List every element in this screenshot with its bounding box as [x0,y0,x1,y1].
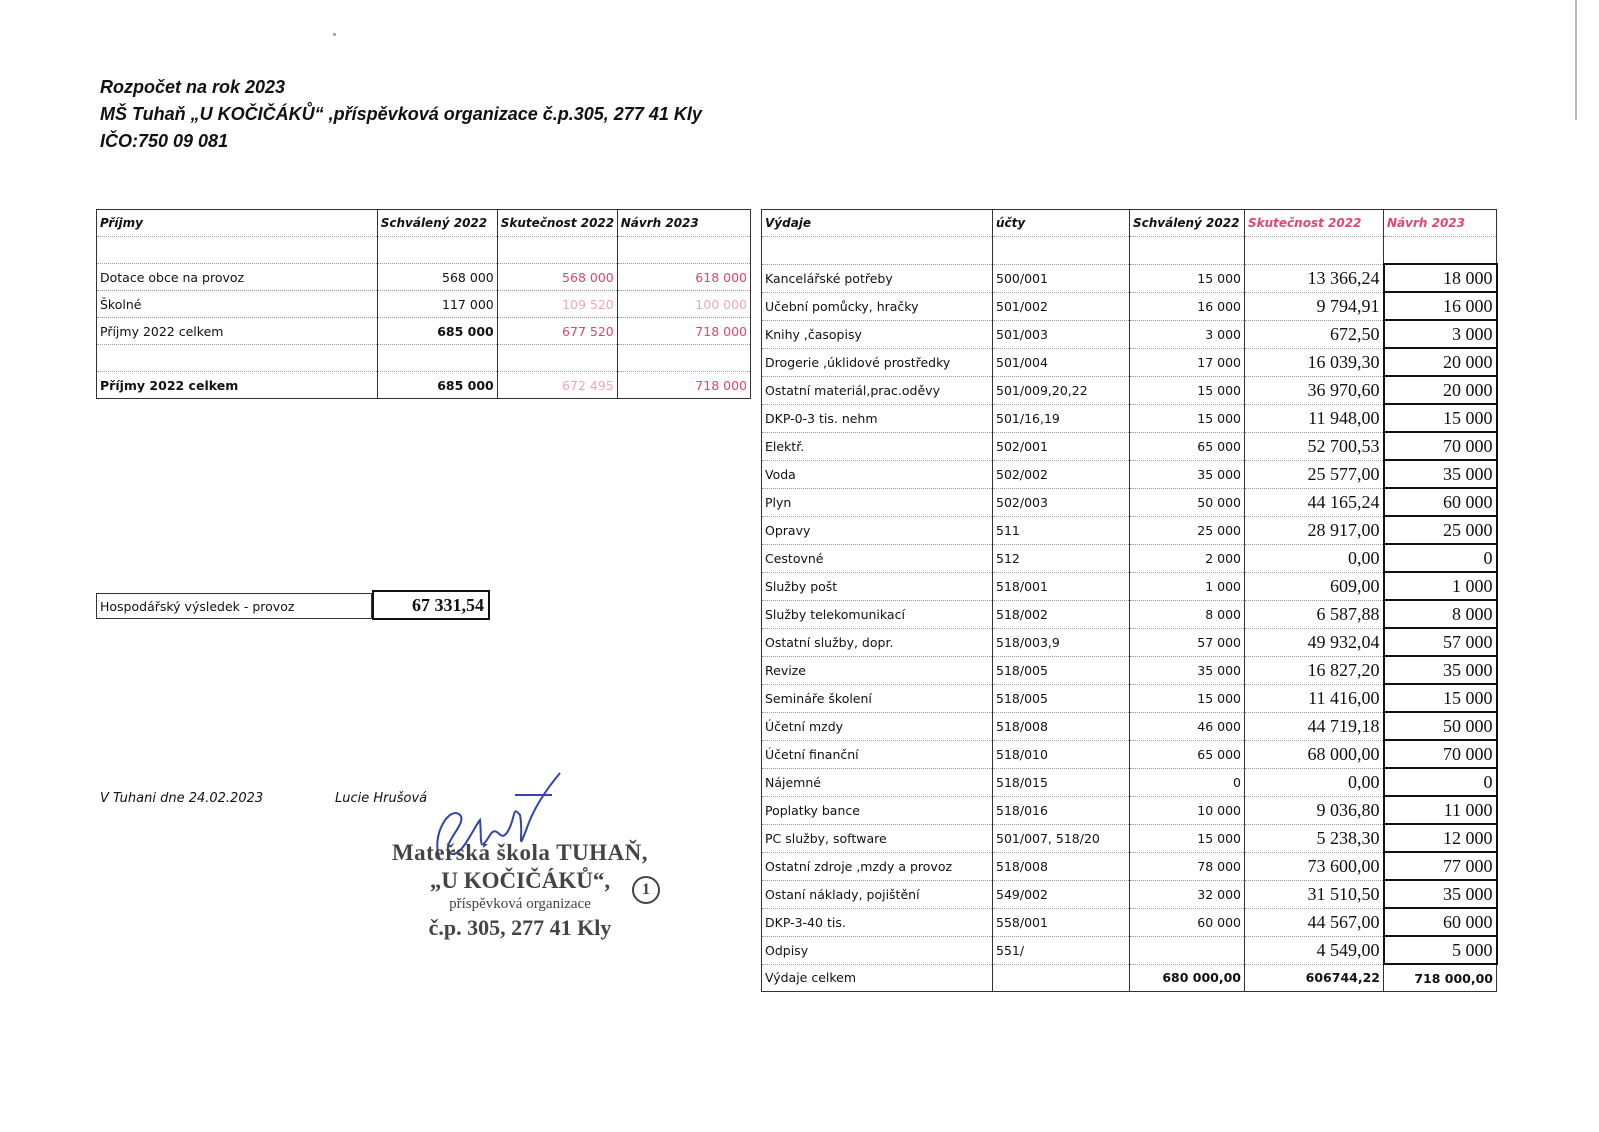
expenses-navrh: 60 000 [1384,488,1497,516]
income-empty-row [97,237,751,264]
expenses-skutecnost: 44 567,00 [1245,908,1384,936]
income-label: Příjmy 2022 celkem [97,318,378,345]
expenses-body [762,264,1497,964]
expenses-row [762,936,1497,964]
expenses-row [762,292,1497,320]
expenses-row [762,824,1497,852]
expenses-row [762,348,1497,376]
expenses-row [762,908,1497,936]
expenses-label: Služby pošt [762,572,993,600]
place-date: V Tuhani dne 24.02.2023 [100,791,264,806]
expenses-skutecnost: 5 238,30 [1245,824,1384,852]
stamp-number: 1 [632,876,660,904]
expenses-ucet: 501/007, 518/20 [993,824,1130,852]
expenses-label: Ostaní náklady, pojištění [762,880,993,908]
expenses-row [762,712,1497,740]
expenses-row [762,320,1497,348]
expenses-schvaleny: 50 000 [1130,488,1245,516]
income-schvaleny: 568 000 [377,264,497,291]
expenses-navrh: 5 000 [1384,936,1497,964]
expenses-schvaleny [1130,936,1245,964]
expenses-row [762,600,1497,628]
expenses-row [762,404,1497,432]
expenses-ucet: 518/015 [993,768,1130,796]
expenses-schvaleny: 8 000 [1130,600,1245,628]
expenses-ucet: 501/009,20,22 [993,376,1130,404]
expenses-skutecnost: 4 549,00 [1245,936,1384,964]
expenses-navrh: 70 000 [1384,432,1497,460]
expenses-ucet: 501/004 [993,348,1130,376]
expenses-col-vydaje: Výdaje [762,210,993,237]
expenses-label: DKP-0-3 tis. nehm [762,404,993,432]
expenses-label: Kancelářské potřeby [762,264,993,292]
income-label: Dotace obce na provoz [97,264,378,291]
expenses-navrh: 35 000 [1384,880,1497,908]
expenses-schvaleny: 15 000 [1130,264,1245,292]
expenses-ucet: 512 [993,544,1130,572]
expenses-label: Voda [762,460,993,488]
expenses-navrh: 77 000 [1384,852,1497,880]
expenses-skutecnost: 609,00 [1245,572,1384,600]
income-col-navrh: Návrh 2023 [617,210,750,237]
income-skutecnost: 568 000 [497,264,617,291]
expenses-skutecnost: 44 165,24 [1245,488,1384,516]
expenses-navrh: 35 000 [1384,460,1497,488]
expenses-navrh: 35 000 [1384,656,1497,684]
expenses-navrh: 11 000 [1384,796,1497,824]
expenses-schvaleny: 0 [1130,768,1245,796]
expenses-row [762,544,1497,572]
expenses-label: Cestovné [762,544,993,572]
expenses-ucet: 518/005 [993,656,1130,684]
expenses-label: Revize [762,656,993,684]
expenses-skutecnost: 25 577,00 [1245,460,1384,488]
expenses-skutecnost: 16 039,30 [1245,348,1384,376]
expenses-schvaleny: 16 000 [1130,292,1245,320]
income-total-label: Příjmy 2022 celkem [97,372,378,399]
income-navrh: 718 000 [617,318,750,345]
expenses-ucet: 501/003 [993,320,1130,348]
expenses-total-ucet [993,964,1130,992]
expenses-row [762,264,1497,292]
expenses-navrh: 25 000 [1384,516,1497,544]
income-navrh: 100 000 [617,291,750,318]
expenses-schvaleny: 35 000 [1130,460,1245,488]
expenses-schvaleny: 65 000 [1130,740,1245,768]
stamp-line-3: příspěvková organizace [449,896,591,912]
expenses-skutecnost: 0,00 [1245,768,1384,796]
expenses-schvaleny: 65 000 [1130,432,1245,460]
expenses-schvaleny: 15 000 [1130,824,1245,852]
header-title: Rozpočet na rok 2023 [100,77,286,97]
expenses-skutecnost: 28 917,00 [1245,516,1384,544]
expenses-row [762,796,1497,824]
expenses-schvaleny: 15 000 [1130,376,1245,404]
expenses-ucet: 518/001 [993,572,1130,600]
expenses-skutecnost: 73 600,00 [1245,852,1384,880]
expenses-row [762,684,1497,712]
expenses-ucet: 549/002 [993,880,1130,908]
income-label: Školné [97,291,378,318]
expenses-schvaleny: 25 000 [1130,516,1245,544]
expenses-navrh: 50 000 [1384,712,1497,740]
expenses-ucet: 518/016 [993,796,1130,824]
expenses-label: Poplatky bance [762,796,993,824]
expenses-navrh: 3 000 [1384,320,1497,348]
expenses-navrh: 16 000 [1384,292,1497,320]
stamp-line-4: č.p. 305, 277 41 Kly [428,915,612,940]
expenses-skutecnost: 672,50 [1245,320,1384,348]
expenses-ucet: 501/002 [993,292,1130,320]
expenses-navrh: 15 000 [1384,404,1497,432]
expenses-navrh: 12 000 [1384,824,1497,852]
expenses-skutecnost: 6 587,88 [1245,600,1384,628]
expenses-schvaleny: 57 000 [1130,628,1245,656]
expenses-skutecnost: 11 948,00 [1245,404,1384,432]
expenses-navrh: 57 000 [1384,628,1497,656]
expenses-empty-row [762,237,1497,265]
expenses-skutecnost: 13 366,24 [1245,264,1384,292]
stamp-line-2: „U KOČIČÁKŮ“, [429,868,611,893]
expenses-navrh: 15 000 [1384,684,1497,712]
expenses-schvaleny: 1 000 [1130,572,1245,600]
document-header [100,74,702,155]
expenses-schvaleny: 17 000 [1130,348,1245,376]
expenses-table [761,209,1498,992]
expenses-total-navrh: 718 000,00 [1384,964,1497,992]
expenses-schvaleny: 3 000 [1130,320,1245,348]
expenses-schvaleny: 32 000 [1130,880,1245,908]
expenses-navrh: 0 [1384,768,1497,796]
expenses-schvaleny: 78 000 [1130,852,1245,880]
expenses-label: PC služby, software [762,824,993,852]
expenses-label: Drogerie ,úklidové prostředky [762,348,993,376]
expenses-schvaleny: 10 000 [1130,796,1245,824]
header-organization: MŠ Tuhaň „U KOČIČÁKŮ“ ,příspěvková organizace č.p.305, 277 41 Kly [100,104,702,124]
expenses-schvaleny: 2 000 [1130,544,1245,572]
expenses-schvaleny: 60 000 [1130,908,1245,936]
expenses-total-label: Výdaje celkem [762,964,993,992]
scan-edge-line [1575,0,1577,120]
expenses-label: DKP-3-40 tis. [762,908,993,936]
expenses-navrh: 1 000 [1384,572,1497,600]
expenses-skutecnost: 9 036,80 [1245,796,1384,824]
expenses-label: Účetní mzdy [762,712,993,740]
expenses-schvaleny: 46 000 [1130,712,1245,740]
expenses-ucet: 502/001 [993,432,1130,460]
expenses-row [762,768,1497,796]
income-schvaleny: 685 000 [377,318,497,345]
expenses-schvaleny: 15 000 [1130,404,1245,432]
income-empty-row [97,345,751,372]
income-row [97,264,751,291]
expenses-navrh: 60 000 [1384,908,1497,936]
income-header-row [97,210,751,237]
expenses-ucet: 518/005 [993,684,1130,712]
header-ico: IČO:750 09 081 [100,131,229,151]
expenses-label: Plyn [762,488,993,516]
income-total-row [97,372,751,399]
expenses-row [762,432,1497,460]
expenses-col-ucty: účty [993,210,1130,237]
expenses-label: Ostatní služby, dopr. [762,628,993,656]
economic-result [96,593,490,620]
income-schvaleny: 117 000 [377,291,497,318]
income-col-skutecnost: Skutečnost 2022 [497,210,617,237]
expenses-label: Opravy [762,516,993,544]
expenses-row [762,376,1497,404]
expenses-total-skutecnost: 606744,22 [1245,964,1384,992]
expenses-ucet: 518/003,9 [993,628,1130,656]
stamp-line-1: Mateřská škola TUHAŇ, [391,840,649,865]
expenses-ucet: 518/002 [993,600,1130,628]
expenses-label: Knihy ,časopisy [762,320,993,348]
expenses-navrh: 8 000 [1384,600,1497,628]
expenses-label: Ostatní zdroje ,mzdy a provoz [762,852,993,880]
income-total-navrh: 718 000 [617,372,750,399]
income-navrh: 618 000 [617,264,750,291]
expenses-skutecnost: 16 827,20 [1245,656,1384,684]
expenses-label: Nájemné [762,768,993,796]
expenses-skutecnost: 52 700,53 [1245,432,1384,460]
expenses-col-schvaleny: Schválený 2022 [1130,210,1245,237]
expenses-schvaleny: 35 000 [1130,656,1245,684]
expenses-ucet: 551/ [993,936,1130,964]
expenses-label: Odpisy [762,936,993,964]
income-total-skutecnost: 672 495 [497,372,617,399]
expenses-total-schvaleny: 680 000,00 [1130,964,1245,992]
expenses-ucet: 518/008 [993,852,1130,880]
expenses-skutecnost: 68 000,00 [1245,740,1384,768]
expenses-row [762,572,1497,600]
income-col-schvaleny: Schválený 2022 [377,210,497,237]
expenses-skutecnost: 0,00 [1245,544,1384,572]
income-skutecnost: 109 520 [497,291,617,318]
expenses-ucet: 501/16,19 [993,404,1130,432]
expenses-col-skutecnost: Skutečnost 2022 [1245,210,1384,237]
expenses-label: Semináře školení [762,684,993,712]
income-total-schvaleny: 685 000 [377,372,497,399]
expenses-navrh: 18 000 [1384,264,1497,292]
expenses-skutecnost: 31 510,50 [1245,880,1384,908]
expenses-label: Ostatní materiál,prac.oděvy [762,376,993,404]
income-row [97,291,751,318]
expenses-ucet: 502/002 [993,460,1130,488]
expenses-row [762,516,1497,544]
expenses-row [762,628,1497,656]
expenses-label: Elektř. [762,432,993,460]
expenses-ucet: 558/001 [993,908,1130,936]
expenses-col-navrh: Návrh 2023 [1384,210,1497,237]
expenses-skutecnost: 36 970,60 [1245,376,1384,404]
expenses-ucet: 518/008 [993,712,1130,740]
income-col-prijmy: Příjmy [97,210,378,237]
expenses-skutecnost: 9 794,91 [1245,292,1384,320]
expenses-row [762,488,1497,516]
income-table [96,209,751,399]
expenses-schvaleny: 15 000 [1130,684,1245,712]
expenses-label: Učební pomůcky, hračky [762,292,993,320]
expenses-navrh: 20 000 [1384,376,1497,404]
expenses-navrh: 20 000 [1384,348,1497,376]
expenses-navrh: 70 000 [1384,740,1497,768]
organization-stamp [370,840,670,941]
expenses-skutecnost: 11 416,00 [1245,684,1384,712]
expenses-row [762,852,1497,880]
income-row [97,318,751,345]
expenses-ucet: 502/003 [993,488,1130,516]
expenses-label: Účetní finanční [762,740,993,768]
expenses-ucet: 518/010 [993,740,1130,768]
expenses-total-row [762,964,1497,992]
expenses-navrh: 0 [1384,544,1497,572]
expenses-row [762,740,1497,768]
income-skutecnost: 677 520 [497,318,617,345]
expenses-label: Služby telekomunikací [762,600,993,628]
expenses-header-row [762,210,1497,237]
expenses-row [762,880,1497,908]
economic-result-label: Hospodářský výsledek - provoz [96,593,372,619]
expenses-skutecnost: 49 932,04 [1245,628,1384,656]
signatory-name: Lucie Hrušová [335,791,428,806]
economic-result-value: 67 331,54 [372,590,490,620]
expenses-ucet: 511 [993,516,1130,544]
expenses-ucet: 500/001 [993,264,1130,292]
scan-speck [333,33,336,36]
expenses-skutecnost: 44 719,18 [1245,712,1384,740]
expenses-row [762,656,1497,684]
expenses-row [762,460,1497,488]
